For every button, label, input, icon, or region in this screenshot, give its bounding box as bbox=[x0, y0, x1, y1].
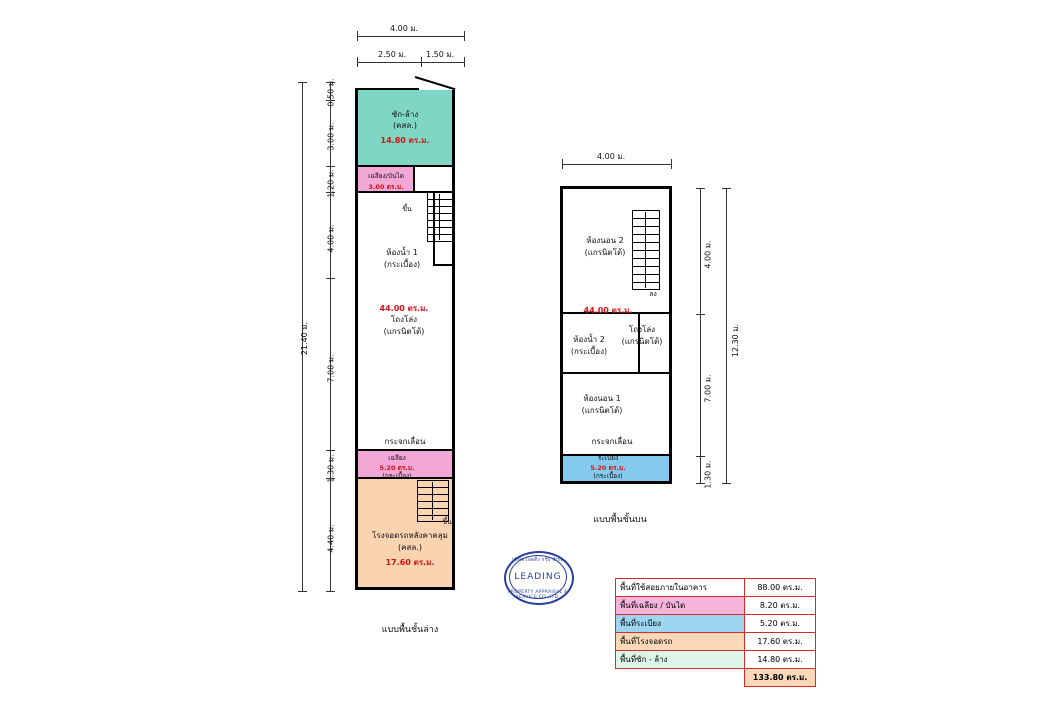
outer-wall-top-angled bbox=[415, 76, 456, 90]
label-upper-hall: โถงโล่ง bbox=[628, 325, 656, 334]
outer-wall-left bbox=[355, 88, 358, 590]
label-terrace-stair-area: 3.00 ตร.ม. bbox=[368, 183, 404, 191]
label-bedroom1-sub: (แกรนิตโต้) bbox=[581, 406, 623, 415]
bathroom1-wall-bottom bbox=[433, 264, 455, 266]
legend-value-0: 88.00 ตร.ม. bbox=[745, 579, 816, 597]
company-stamp bbox=[498, 548, 578, 606]
label-carport-area: 17.60 ตร.ม. bbox=[385, 558, 435, 567]
dim-upper-right-2: 7.00 ม. bbox=[703, 374, 713, 403]
dim-lower-left-5: 7.00 ม. bbox=[326, 354, 336, 383]
label-glass-lower: กระจกเลื่อน bbox=[384, 437, 426, 446]
legend-label-4: พื้นที่ซัก - ล้าง bbox=[616, 651, 745, 669]
partition-hall-bottom bbox=[355, 449, 455, 451]
label-bathroom1: ห้องน้ำ 1 bbox=[386, 248, 418, 257]
label-bedroom2: ห้องนอน 2 bbox=[586, 236, 624, 245]
area-legend-table bbox=[615, 578, 816, 687]
dim-lower-top-right: 1.50 ม. bbox=[426, 50, 455, 59]
staircase-lower-upper bbox=[427, 192, 453, 242]
label-terrace-area: 5.20 ตร.ม. bbox=[379, 464, 415, 472]
legend-value-1: 8.20 ตร.ม. bbox=[745, 597, 816, 615]
dim-lower-left-6: 1.30 ม. bbox=[326, 454, 336, 483]
label-stair-down: ลง bbox=[649, 290, 657, 298]
stamp-arc-top: บริษัท เลดดิ้ง กรุ๊ป จำกัด bbox=[511, 558, 565, 563]
dim-upper-top-total: 4.00 ม. bbox=[597, 152, 626, 161]
table-row bbox=[616, 651, 816, 669]
table-row bbox=[616, 615, 816, 633]
dim-lower-left-1: 0.50 ม. bbox=[326, 78, 336, 107]
label-hall-area: 44.00 ตร.ม. bbox=[379, 304, 429, 313]
label-bathroom1-sub: (กระเบื้อง) bbox=[383, 260, 421, 269]
label-laundry-sub: (คสล.) bbox=[393, 121, 417, 130]
upper-wall-top bbox=[560, 186, 672, 189]
label-carport-sub: (คสล.) bbox=[398, 543, 422, 552]
staircase-upper bbox=[632, 210, 660, 290]
upper-partition-bathroom bbox=[560, 372, 672, 374]
label-bedroom1: ห้องนอน 1 bbox=[583, 394, 621, 403]
label-terrace: เฉลียง bbox=[388, 454, 406, 462]
legend-label-0: พื้นที่ใช้สอยภายในอาคาร bbox=[616, 579, 745, 597]
upper-wall-right bbox=[669, 186, 672, 484]
label-balcony-area: 5.20 ตร.ม. bbox=[590, 464, 626, 472]
label-laundry-area: 14.80 ตร.ม. bbox=[380, 136, 430, 145]
dim-lower-left-4: 4.00 ม. bbox=[326, 224, 336, 253]
dim-lower-left-7: 4.40 ม. bbox=[326, 524, 336, 553]
legend-label-1: พื้นที่เฉลียง / บันได bbox=[616, 597, 745, 615]
partition-laundry-bottom bbox=[355, 165, 455, 167]
label-terrace-stair: เฉลียง/บันได bbox=[368, 172, 404, 180]
label-hall: โถงโล่ง bbox=[390, 315, 418, 324]
label-terrace-sub: (กระเบื้อง) bbox=[382, 472, 412, 480]
label-laundry: ซัก-ล้าง bbox=[391, 110, 419, 119]
dim-upper-right-3: 1.30 ม. bbox=[703, 460, 713, 489]
outer-wall-top-left bbox=[355, 88, 419, 90]
stamp-brand: LEADING bbox=[514, 572, 562, 582]
legend-label-5 bbox=[616, 669, 745, 687]
legend-value-2: 5.20 ตร.ม. bbox=[745, 615, 816, 633]
upper-wall-left bbox=[560, 186, 563, 484]
outer-wall-bottom bbox=[355, 587, 455, 590]
label-upper-hall-area: 44.00 ตร.ม. bbox=[583, 306, 633, 315]
legend-value-4: 14.80 ตร.ม. bbox=[745, 651, 816, 669]
label-bedroom2-sub: (แกรนิตโต้) bbox=[584, 248, 626, 257]
legend-label-3: พื้นที่โรงจอดรถ bbox=[616, 633, 745, 651]
table-row bbox=[616, 633, 816, 651]
table-row bbox=[616, 597, 816, 615]
stamp-arc-bottom: PROPERTY APPRAISAL & SERVICE CO.,LTD. bbox=[508, 590, 568, 600]
upper-plan-title: แบบพื้นชั้นบน bbox=[593, 515, 647, 525]
label-bathroom2-sub: (กระเบื้อง) bbox=[570, 347, 608, 356]
label-step-up-2: ขึ้น bbox=[442, 518, 452, 526]
label-bathroom2: ห้องน้ำ 2 bbox=[573, 335, 605, 344]
upper-wall-bottom bbox=[560, 481, 672, 484]
legend-label-2: พื้นที่ระเบียง bbox=[616, 615, 745, 633]
dim-lower-left-2: 3.00 ม. bbox=[326, 122, 336, 151]
legend-value-3: 17.60 ตร.ม. bbox=[745, 633, 816, 651]
label-upper-hall-sub: (แกรนิตโต้) bbox=[621, 337, 663, 346]
label-step-up-1: ขึ้น bbox=[402, 205, 412, 213]
dim-lower-top-total: 4.00 ม. bbox=[390, 24, 419, 33]
label-hall-sub: (แกรนิตโต้) bbox=[383, 327, 425, 336]
dim-lower-left-total: 21.40 ม. bbox=[300, 321, 310, 356]
staircase-lower-bottom bbox=[417, 480, 449, 522]
table-row bbox=[616, 669, 816, 687]
lower-plan-title: แบบพื้นชั้นล่าง bbox=[381, 625, 439, 635]
label-balcony: ระเบียง bbox=[597, 454, 619, 462]
dim-lower-top-left: 2.50 ม. bbox=[378, 50, 407, 59]
label-balcony-sub: (กระเบื้อง) bbox=[593, 472, 623, 480]
dim-lower-left-3: 1.20 ม. bbox=[326, 169, 336, 198]
label-glass-upper: กระจกเลื่อน bbox=[591, 437, 633, 446]
legend-value-total: 133.80 ตร.ม. bbox=[745, 669, 816, 687]
dim-upper-right-1: 4.00 ม. bbox=[703, 240, 713, 269]
dim-upper-right-total: 12.30 ม. bbox=[731, 323, 741, 358]
label-carport: โรงจอดรถหลังคาคลุม bbox=[372, 531, 448, 540]
table-row bbox=[616, 579, 816, 597]
